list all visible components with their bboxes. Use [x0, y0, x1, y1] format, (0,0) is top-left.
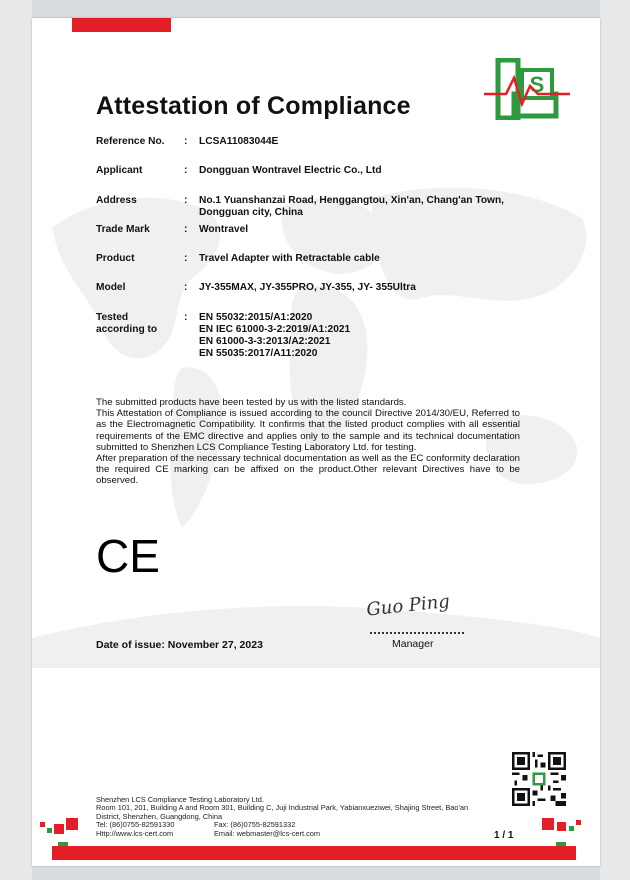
- field-value-line: Travel Adapter with Retractable cable: [199, 253, 380, 264]
- paragraph: The submitted products have been tested by us with the listed standards.: [96, 397, 407, 408]
- field-colon: :: [184, 282, 188, 293]
- footer-tel: Tel: (86)0755-82591330: [96, 820, 175, 830]
- footer-company: Shenzhen LCS Compliance Testing Laboratory Ltd.: [96, 795, 264, 804]
- lcs-logo-icon: [484, 58, 570, 120]
- footer-web-link[interactable]: Http://www.lcs-cert.com: [96, 828, 174, 838]
- ce-mark-icon: [96, 534, 162, 576]
- field-label: Trade Mark: [96, 224, 150, 235]
- document-title: Attestation of Compliance: [96, 92, 411, 120]
- paragraph: This Attestation of Compliance is issued according to the council Directive 2014/30/EU, Referred to as the Electromagnetic Compatibility. It confirms that the listed product complies with all essential requirements of the EMC directive and applies only to the sample and its technical documentation submitted to Shenzhen LCS Compliance Testing Laboratory Ltd. for testing.: [96, 408, 520, 453]
- qr-code-icon: [512, 752, 566, 806]
- field-colon: :: [184, 312, 188, 323]
- footer-address-line: District, Shenzhen, Guangdong, China: [96, 811, 223, 821]
- field-label: Address: [96, 195, 137, 206]
- field-value: [199, 224, 534, 236]
- field-colon: :: [184, 253, 188, 264]
- field-colon: :: [184, 136, 188, 147]
- date-of-issue: Date of issue: November 27, 2023: [96, 639, 263, 651]
- bottom-red-bar: [52, 846, 576, 860]
- field-value-line: Wontravel: [199, 224, 249, 235]
- manager-signature: [360, 580, 480, 624]
- footer-address-line: Room 101, 201, Building A and Room 301, Building C, Juji Industrial Park, Yabianxueziwei, Shajing Street, Bao'an: [96, 803, 469, 813]
- field-value: [199, 195, 534, 219]
- field-label: Model: [96, 282, 126, 293]
- field-value: [199, 136, 534, 148]
- field-colon: :: [184, 165, 188, 176]
- top-red-bar: [72, 18, 171, 32]
- field-value-line: EN IEC 61000-3-2:2019/A1:2021: [199, 324, 351, 335]
- svg-text:CE: CE: [96, 534, 160, 576]
- field-value: [199, 165, 534, 177]
- field-value-line: EN 55035:2017/A11:2020: [199, 348, 318, 359]
- field-colon: :: [184, 195, 188, 206]
- footer-email[interactable]: Email: webmaster@lcs-cert.com: [214, 828, 321, 838]
- field-value-line: Dongguan Wontravel Electric Co., Ltd: [199, 165, 382, 176]
- footer-contact: [96, 796, 506, 838]
- field-value-line: EN 55032:2015/A1:2020: [199, 312, 313, 323]
- attestation-text: [96, 397, 520, 487]
- field-value: [199, 253, 534, 265]
- svg-text:Guo Ping: Guo Ping: [365, 590, 451, 621]
- field-value-line: EN 61000-3-3:2013/A2:2021: [199, 336, 331, 347]
- field-colon: :: [184, 224, 188, 235]
- field-value-line: Dongguan city, China: [199, 207, 303, 218]
- signatory-title: Manager: [392, 638, 434, 650]
- field-label: Reference No.: [96, 136, 165, 147]
- field-label: Product: [96, 253, 135, 264]
- footer-web-row: [96, 830, 506, 838]
- signature-line: [370, 632, 464, 634]
- field-value: [199, 312, 534, 360]
- field-value: [199, 282, 534, 294]
- certificate-page: [32, 18, 600, 866]
- field-label: Tested according to: [96, 312, 158, 335]
- field-value-line: No.1 Yuanshanzai Road, Henggangtou, Xin'an, Chang'an Town,: [199, 195, 505, 206]
- footer-fax: Fax: (86)0755-82591332: [214, 820, 296, 830]
- field-value-line: LCSA11083044E: [199, 136, 279, 147]
- page-number: 1 / 1: [494, 830, 514, 841]
- field-value-line: JY-355MAX, JY-355PRO, JY-355, JY- 355Ultra: [199, 282, 416, 293]
- svg-text:S: S: [529, 72, 545, 97]
- paragraph: After preparation of the necessary technical documentation as well as the EC conformity declaration the required CE marking can be affixed on the product.Other relevant Directives have to be observed.: [96, 453, 520, 487]
- viewer-margin-right: [600, 0, 630, 880]
- field-label: Applicant: [96, 165, 143, 176]
- viewer-margin-left: [0, 0, 32, 880]
